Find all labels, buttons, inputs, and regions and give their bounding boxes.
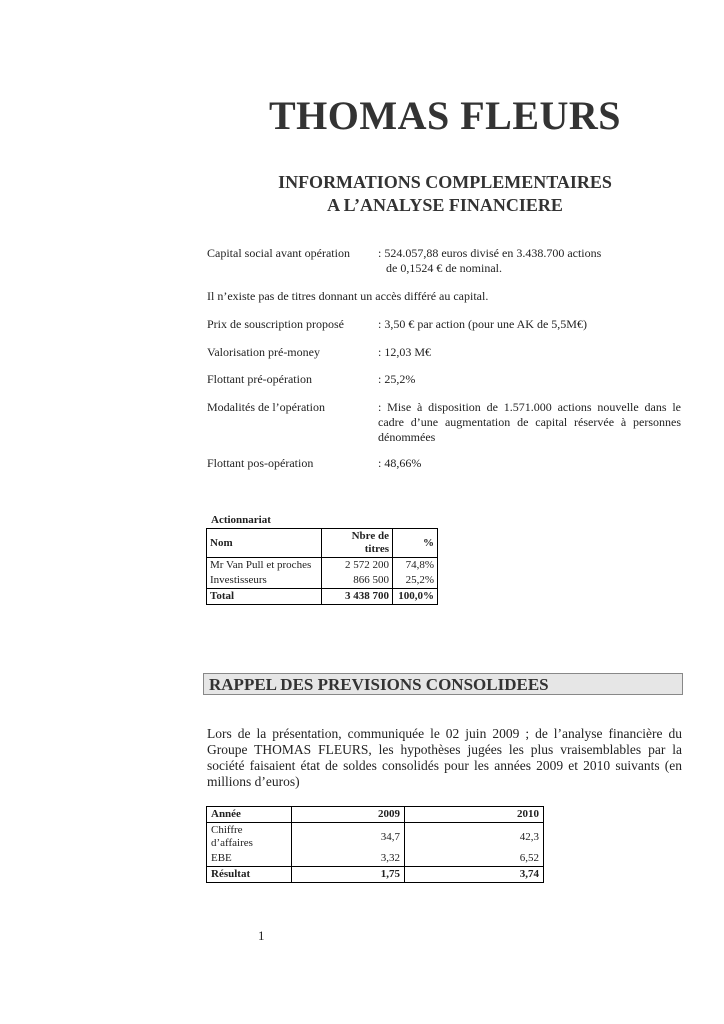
- table-total-row: [207, 867, 544, 883]
- cell-total-pct: 100,0%: [393, 589, 438, 605]
- modalites-value: : Mise à disposition de 1.571.000 actions nouvelle dans le cadre d’une augmentation de capital réservée à personnes dénommées: [378, 400, 681, 444]
- cell-total-label: Total: [207, 589, 322, 605]
- header-pct: %: [393, 529, 438, 558]
- subtitle-line-1: INFORMATIONS COMPLEMENTAIRES: [278, 172, 612, 192]
- cell-2009: 3,32: [292, 851, 405, 867]
- document-title: THOMAS FLEURS: [268, 93, 622, 138]
- cell-label: Chiffre d’affaires: [207, 823, 292, 852]
- cell-total-2009: 1,75: [292, 867, 405, 883]
- header-annee: Année: [207, 807, 292, 823]
- cell-nom: Mr Van Pull et proches: [207, 558, 322, 574]
- actionnariat-table: [206, 528, 438, 605]
- cell-total-label: Résultat: [207, 867, 292, 883]
- cell-nbre: 2 572 200: [322, 558, 393, 574]
- table-total-row: [207, 589, 438, 605]
- previsions-table: [206, 806, 544, 883]
- header-nom: Nom: [207, 529, 322, 558]
- modalites-label: Modalités de l’opération: [207, 400, 325, 414]
- no-titles-note: Il n’existe pas de titres donnant un accès différé au capital.: [207, 289, 489, 303]
- table-row: [207, 823, 544, 852]
- cell-2010: 42,3: [405, 823, 544, 852]
- cell-nbre: 866 500: [322, 573, 393, 589]
- table-header-row: [207, 529, 438, 558]
- header-2010: 2010: [405, 807, 544, 823]
- cell-total-2010: 3,74: [405, 867, 544, 883]
- table-row: [207, 573, 438, 589]
- actionnariat-caption: Actionnariat: [211, 514, 271, 526]
- table-header-row: [207, 807, 544, 823]
- header-2009: 2009: [292, 807, 405, 823]
- cell-nom: Investisseurs: [207, 573, 322, 589]
- cell-2010: 6,52: [405, 851, 544, 867]
- subtitle-line-2: A L’ANALYSE FINANCIERE: [327, 195, 563, 215]
- capital-value-1: : 524.057,88 euros divisé en 3.438.700 actions: [378, 246, 602, 260]
- cell-total-nbre: 3 438 700: [322, 589, 393, 605]
- prix-value: : 3,50 € par action (pour une AK de 5,5M€): [378, 317, 587, 331]
- prix-label: Prix de souscription proposé: [207, 317, 344, 331]
- valorisation-label: Valorisation pré-money: [207, 345, 320, 359]
- cell-2009: 34,7: [292, 823, 405, 852]
- cell-pct: 74,8%: [393, 558, 438, 574]
- header-nbre: Nbre de titres: [322, 529, 393, 558]
- flottant-pre-value: : 25,2%: [378, 372, 416, 386]
- flottant-post-value: : 48,66%: [378, 456, 422, 470]
- flottant-pre-label: Flottant pré-opération: [207, 372, 312, 386]
- capital-value-2: de 0,1524 € de nominal.: [386, 261, 502, 275]
- valorisation-value: : 12,03 M€: [378, 345, 432, 359]
- cell-label: EBE: [207, 851, 292, 867]
- page-number: 1: [258, 928, 265, 943]
- capital-label: Capital social avant opération: [207, 246, 350, 260]
- section-banner: RAPPEL DES PREVISIONS CONSOLIDEES: [203, 673, 683, 695]
- table-row: [207, 558, 438, 574]
- table-row: [207, 851, 544, 867]
- flottant-post-label: Flottant pos-opération: [207, 456, 314, 470]
- section-paragraph: Lors de la présentation, communiquée le 02 juin 2009 ; de l’analyse financière du Groupe THOMAS FLEURS, les hypothèses jugées les plus vraisemblables par la société faisaient état de soldes consolidés pour les années 2009 et 2010 suivants (en millions d’euros): [207, 726, 682, 789]
- cell-pct: 25,2%: [393, 573, 438, 589]
